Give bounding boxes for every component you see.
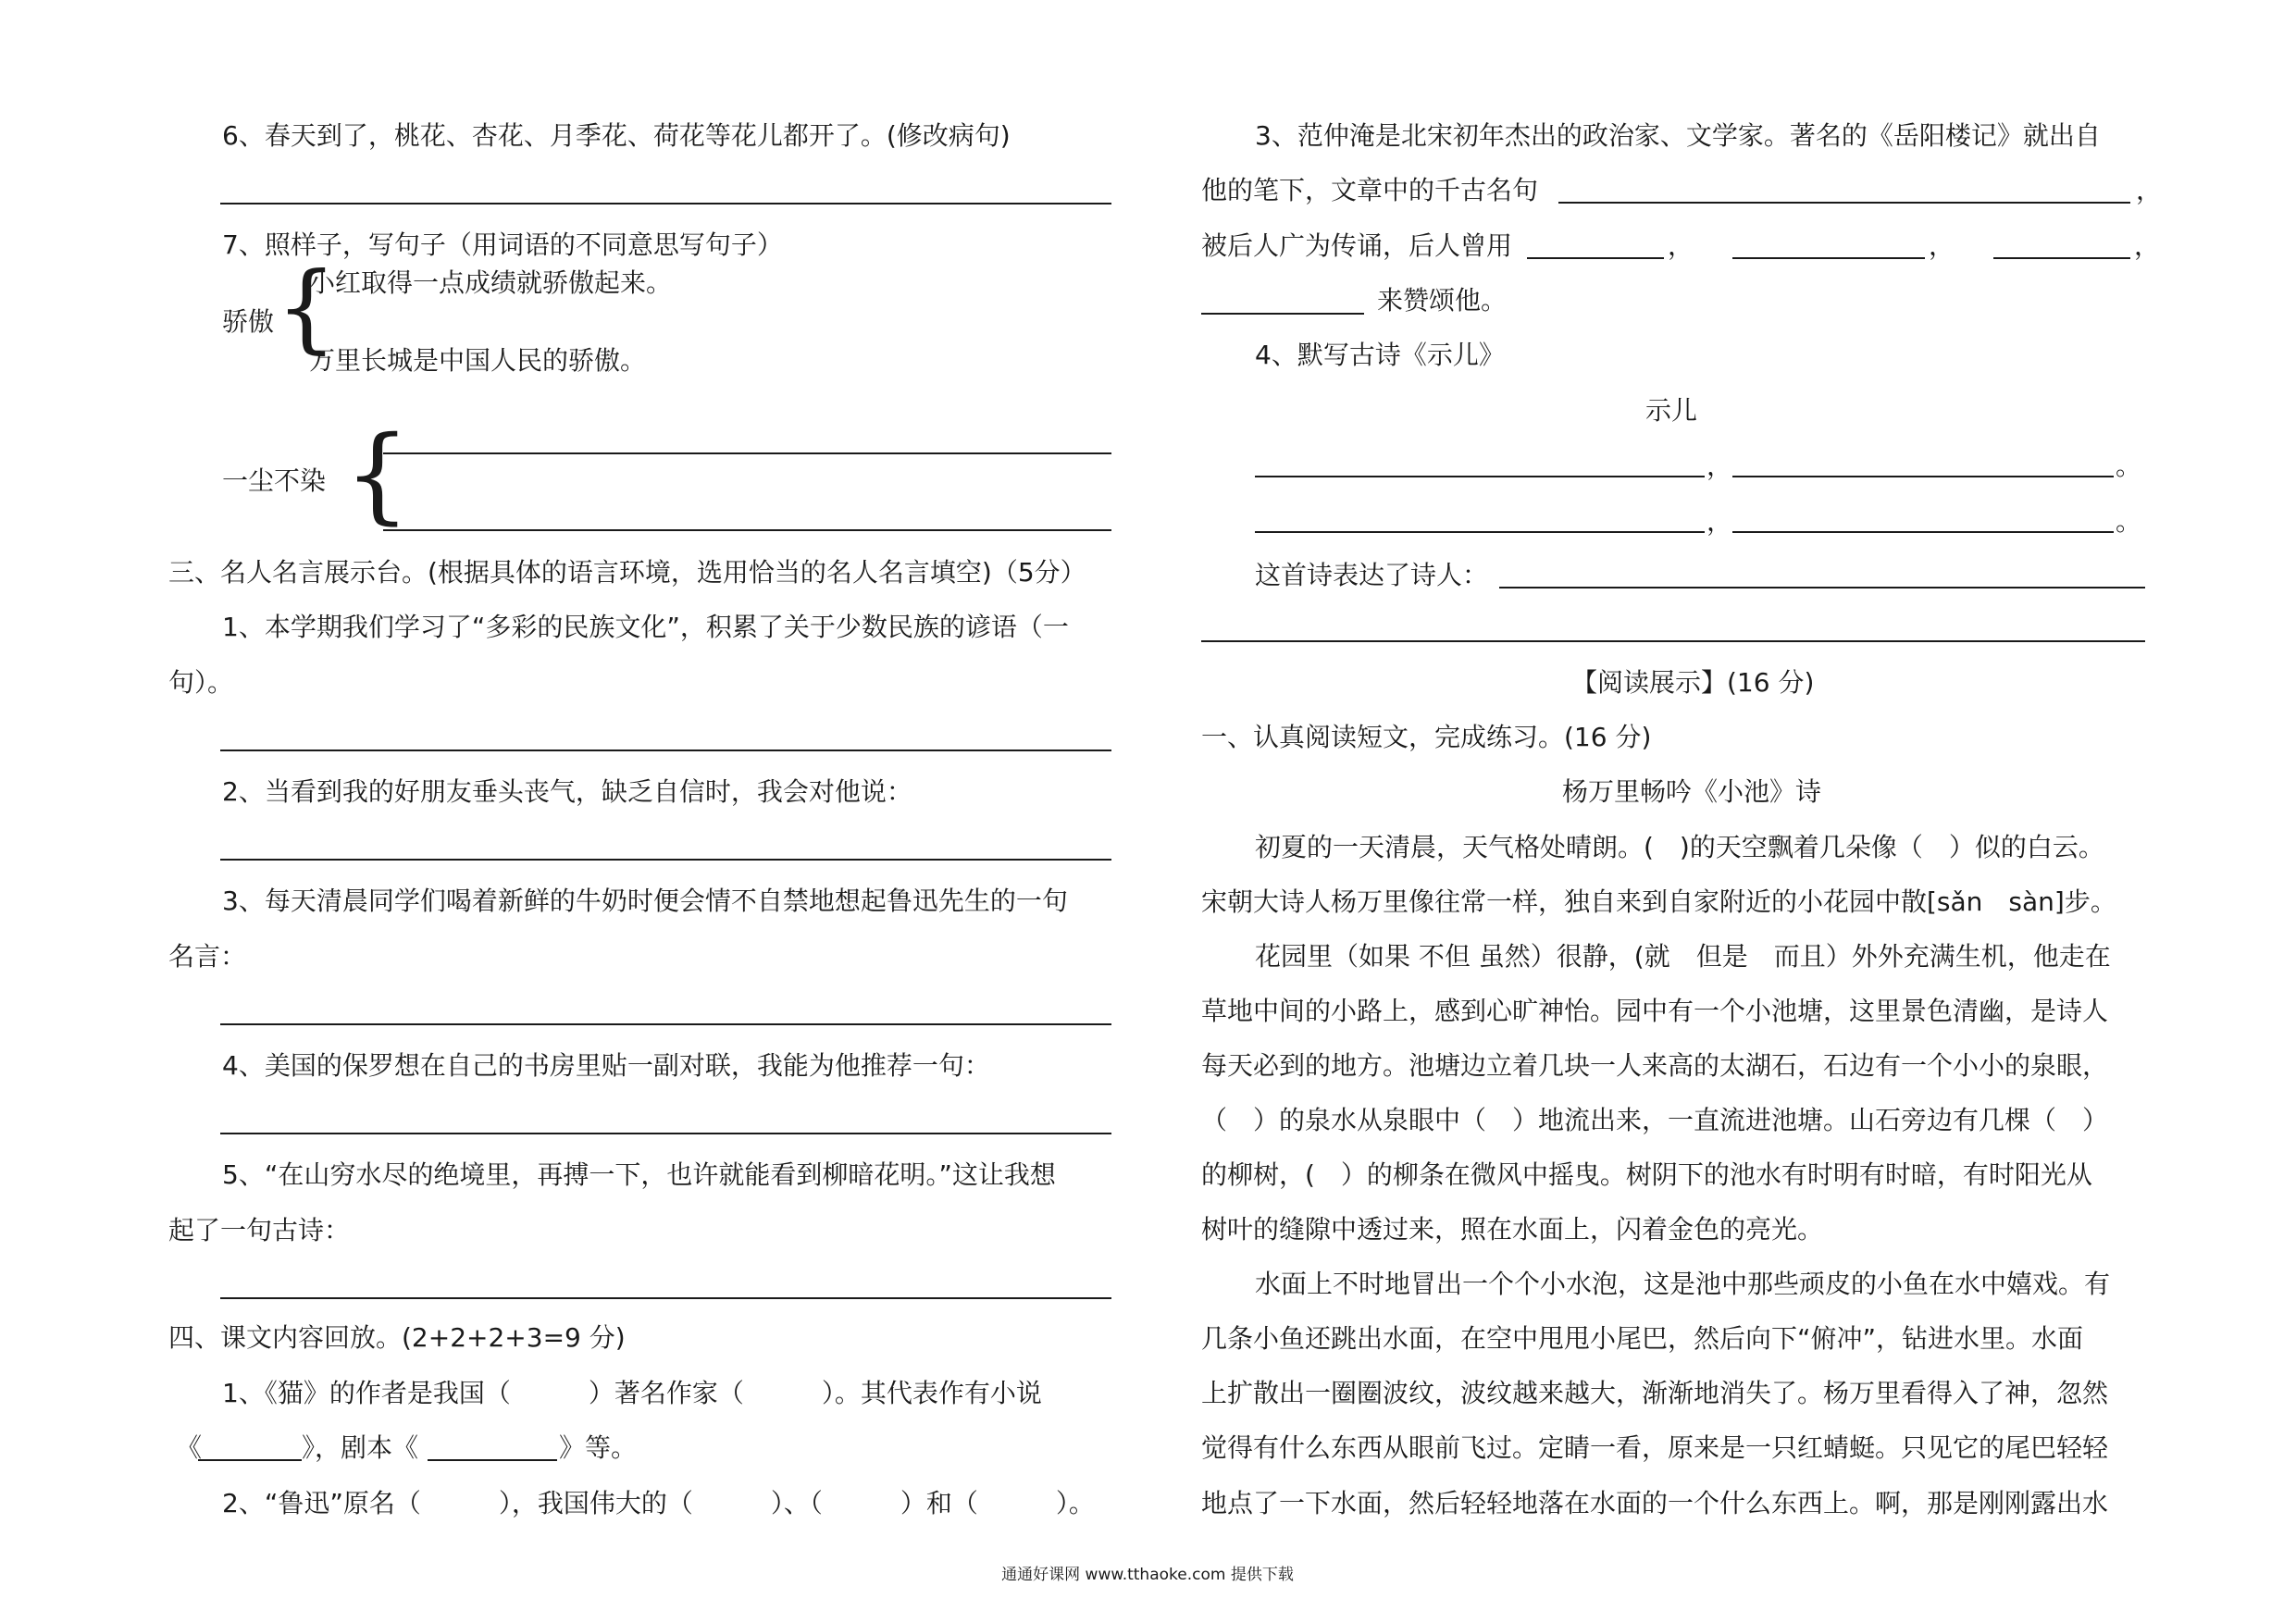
comma-mark: ， bbox=[2134, 230, 2161, 261]
poem-line-2a[interactable] bbox=[1255, 531, 1705, 533]
word-jiaoao: 骄傲 bbox=[222, 306, 275, 337]
paragraph-2-line-2: 草地中间的小路上，感到心旷神怡。园中有一个小池塘，这里景色清幽，是诗人 bbox=[1201, 996, 2109, 1026]
paragraph-3-line-1: 水面上不时地冒出一个个小水泡，这是池中那些顽皮的小鱼在水中嬉戏。有 bbox=[1255, 1269, 2111, 1299]
s3-question-1-line1: 1、本学期我们学习了“多彩的民族文化”，积累了关于少数民族的谚语（一 bbox=[222, 612, 1069, 642]
answer-line-poem-expression-2[interactable] bbox=[1201, 640, 2145, 642]
period-mark: 。 bbox=[2116, 506, 2142, 537]
answer-line-q7-1[interactable] bbox=[383, 452, 1111, 454]
s3-question-3-line2: 名言： bbox=[168, 941, 247, 972]
s3-question-4: 4、美国的保罗想在自己的书房里贴一副对联，我能为他推荐一句： bbox=[222, 1050, 990, 1081]
article-title: 杨万里畅吟《小池》诗 bbox=[1561, 776, 1821, 807]
comma-mark: ， bbox=[1929, 230, 1955, 261]
poem-title: 示儿 bbox=[1645, 395, 1698, 426]
question-3-line2: 他的笔下，文章中的千古名句 bbox=[1201, 175, 1539, 205]
s4-question-1-end: 》等。 bbox=[559, 1432, 638, 1463]
answer-line-s3q5[interactable] bbox=[220, 1297, 1111, 1299]
s3-question-5-line2: 起了一句古诗： bbox=[168, 1215, 351, 1245]
example-sentence-1: 小红取得一点成绩就骄傲起来。 bbox=[309, 267, 673, 298]
left-brace-icon: { bbox=[276, 251, 338, 364]
answer-line-s3q1[interactable] bbox=[220, 750, 1111, 751]
question-3-line3: 被后人广为传诵，后人曾用 bbox=[1201, 230, 1513, 261]
answer-line-s3q2[interactable] bbox=[220, 859, 1111, 861]
answer-line-s3q3[interactable] bbox=[220, 1023, 1111, 1025]
paragraph-2-line-6: 树叶的缝隙中透过来，照在水面上，闪着金色的亮光。 bbox=[1201, 1214, 1824, 1245]
reading-question-1: 一、认真阅读短文，完成练习。(16 分) bbox=[1201, 722, 1652, 752]
answer-blank-play[interactable] bbox=[428, 1459, 557, 1461]
answer-blank-praise-3[interactable] bbox=[1993, 257, 2130, 259]
question-3-line4: 来赞颂他。 bbox=[1377, 285, 1508, 316]
s4-question-1-open: 《 bbox=[176, 1432, 203, 1463]
poem-line-1a[interactable] bbox=[1255, 476, 1705, 477]
paragraph-2-line-3: 每天必到的地方。池塘边立着几块一人来高的太湖石，石边有一个小小的泉眼， bbox=[1201, 1050, 2109, 1081]
s4-question-1-mid: 》，剧本《 bbox=[302, 1432, 419, 1463]
answer-blank-praise-1[interactable] bbox=[1527, 257, 1664, 259]
footer-credit: 通通好课网 www.tthaoke.com 提供下载 bbox=[1001, 1566, 1294, 1584]
section-3-title: 三、名人名言展示台。(根据具体的语言环境，选用恰当的名人名言填空)（5分） bbox=[168, 557, 1086, 588]
paragraph-2-line-1: 花园里（如果 不但 虽然）很静，(就 但是 而且）外外充满生机，他走在 bbox=[1255, 941, 2111, 972]
answer-line-poem-expression-1[interactable] bbox=[1499, 587, 2145, 588]
paragraph-1-line-1: 初夏的一天清晨，天气格处晴朗。( )的天空飘着几朵像（ ）似的白云。 bbox=[1255, 832, 2104, 862]
period-mark: 。 bbox=[2116, 451, 2142, 481]
comma-mark: ， bbox=[1668, 230, 1694, 261]
s3-question-3-line1: 3、每天清晨同学们喝着新鲜的牛奶时便会情不自禁地想起鲁迅先生的一句 bbox=[222, 886, 1068, 916]
answer-line-q6[interactable] bbox=[220, 203, 1111, 204]
question-3-line1: 3、范仲淹是北宋初年杰出的政治家、文学家。著名的《岳阳楼记》就出自 bbox=[1255, 120, 2101, 151]
answer-blank-praise-2[interactable] bbox=[1732, 257, 1925, 259]
word-yichenburan: 一尘不染 bbox=[222, 465, 327, 496]
section-4-title: 四、课文内容回放。(2+2+2+3=9 分) bbox=[168, 1322, 626, 1353]
poem-line-2b[interactable] bbox=[1732, 531, 2114, 533]
answer-blank-praise-4[interactable] bbox=[1201, 313, 1364, 315]
reading-section-header: 【阅读展示】(16 分) bbox=[1571, 667, 1815, 698]
comma-mark: ， bbox=[2136, 175, 2163, 205]
answer-line-q7-2[interactable] bbox=[383, 529, 1111, 531]
paragraph-2-line-5: 的柳树，( ）的柳条在微风中摇曳。树阴下的池水有时明有时暗，有时阳光从 bbox=[1201, 1159, 2092, 1190]
poem-expression-prompt: 这首诗表达了诗人： bbox=[1255, 560, 1489, 590]
answer-line-famous-quote[interactable] bbox=[1558, 202, 2130, 204]
answer-blank-novel[interactable] bbox=[198, 1459, 302, 1461]
s4-question-2: 2、“鲁迅”原名（ ），我国伟大的（ ）、（ ）和（ ）。 bbox=[222, 1488, 1095, 1518]
s3-question-1-line2: 句）。 bbox=[168, 667, 234, 698]
question-6: 6、春天到了，桃花、杏花、月季花、荷花等花儿都开了。(修改病句) bbox=[222, 120, 1011, 151]
comma-mark: ， bbox=[1706, 506, 1733, 537]
paragraph-3-line-3: 上扩散出一圈圈波纹，波纹越来越大，渐渐地消失了。杨万里看得入了神，忽然 bbox=[1201, 1378, 2109, 1408]
paragraph-3-line-2: 几条小鱼还跳出水面，在空中甩甩小尾巴，然后向下“俯冲”，钻进水里。水面 bbox=[1201, 1323, 2084, 1354]
question-4: 4、默写古诗《示儿》 bbox=[1255, 340, 1505, 370]
s3-question-5-line1: 5、“在山穷水尽的绝境里，再搏一下，也许就能看到柳暗花明。”这让我想 bbox=[222, 1159, 1056, 1190]
answer-line-s3q4[interactable] bbox=[220, 1133, 1111, 1134]
comma-mark: ， bbox=[1706, 451, 1733, 481]
paragraph-2-line-4: （ ）的泉水从泉眼中（ ）地流出来，一直流进池塘。山石旁边有几棵（ ） bbox=[1201, 1105, 2109, 1135]
paragraph-3-line-5: 地点了一下水面，然后轻轻地落在水面的一个什么东西上。啊，那是刚刚露出水 bbox=[1201, 1488, 2109, 1518]
question-7: 7、照样子，写句子（用词语的不同意思写句子） bbox=[222, 229, 783, 260]
example-sentence-2: 万里长城是中国人民的骄傲。 bbox=[309, 345, 647, 376]
s4-question-1-line1: 1、《猫》的作者是我国（ ）著名作家（ ）。其代表作有小说 bbox=[222, 1378, 1042, 1408]
s3-question-2: 2、当看到我的好朋友垂头丧气，缺乏自信时，我会对他说： bbox=[222, 776, 912, 807]
left-brace-icon: { bbox=[344, 415, 411, 535]
paragraph-3-line-4: 觉得有什么东西从眼前飞过。定睛一看，原来是一只红蜻蜓。只见它的尾巴轻轻 bbox=[1201, 1432, 2109, 1463]
poem-line-1b[interactable] bbox=[1732, 476, 2114, 477]
paragraph-1-line-2: 宋朝大诗人杨万里像往常一样，独自来到自家附近的小花园中散[sǎn sàn]步。 bbox=[1201, 886, 2116, 917]
